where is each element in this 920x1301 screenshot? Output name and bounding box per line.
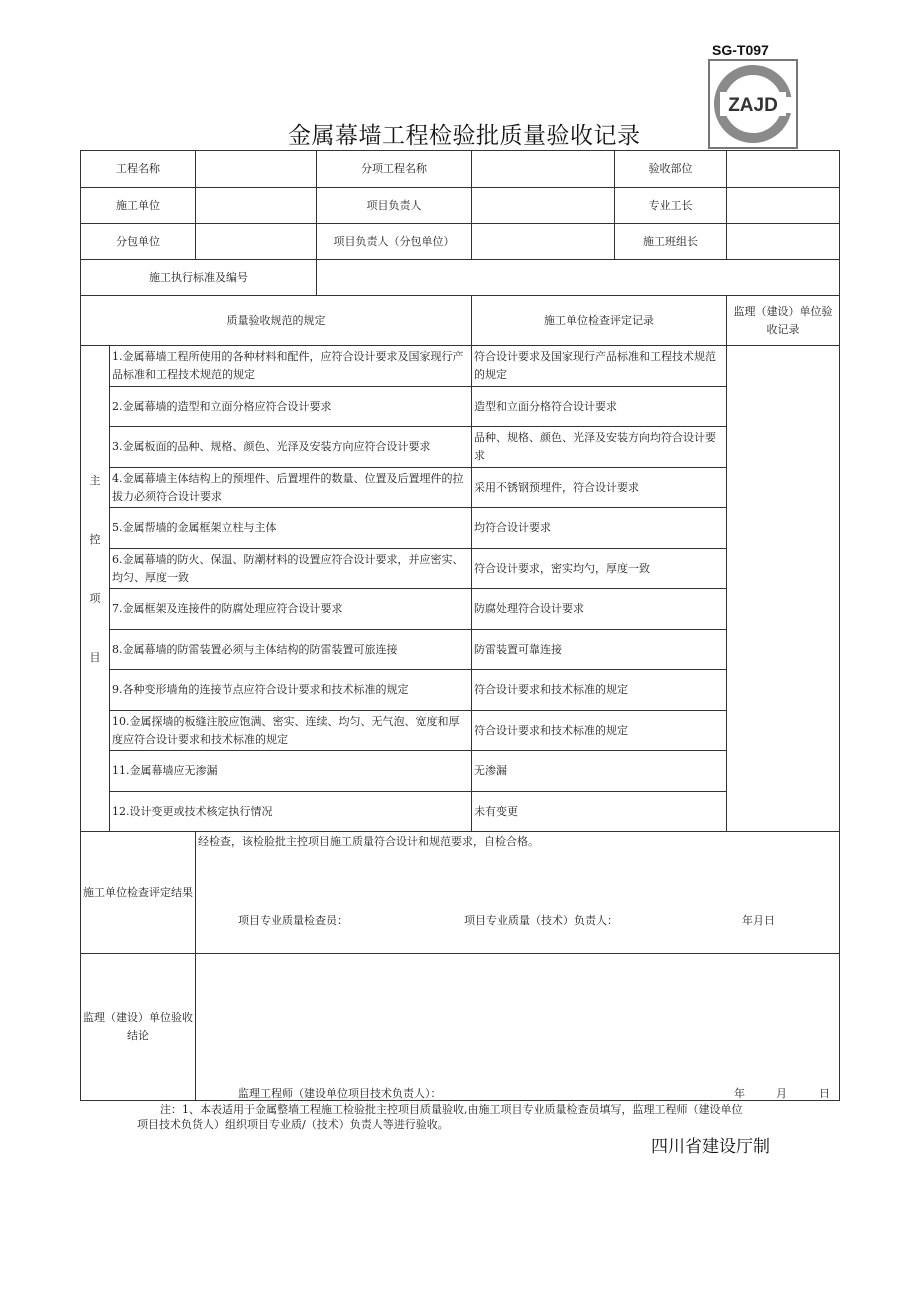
item-spec: 4.金属幕墙主体结构上的预埋件、后置埋件的数量、位置及后置埋件的拉拔力必须符合设计要求 xyxy=(110,468,472,508)
item-spec: 7.金属框架及连接件的防腐处理应符合设计要求 xyxy=(110,589,472,630)
main-char-4: 目 xyxy=(89,650,101,664)
info-row-construction xyxy=(81,188,840,224)
sub-manager-value[interactable] xyxy=(472,224,615,260)
footer-note-line1: 注：1、本表适用于金属整墙工程施工检验批主控项目质量验收,由施工项目专业质量检查员填写，监理工程师（建设单位 xyxy=(160,1103,743,1116)
item-record[interactable]: 无渗漏 xyxy=(472,751,727,792)
supervision-year-label: 年 xyxy=(734,1087,745,1100)
item-row xyxy=(81,711,840,751)
supervision-month-label: 月 xyxy=(776,1087,787,1100)
item-row xyxy=(81,751,840,792)
item-spec: 1.金属幕墙工程所使用的各种材料和配件，应符合设计要求及国家现行产品标准和工程技术规范的规定 xyxy=(110,346,472,387)
footer-note-line2: 项目技术负货人）组织项目专业质/（技术）负责人等进行验收。 xyxy=(137,1118,449,1131)
item-row xyxy=(81,508,840,549)
supervision-column-header: 监理（建设）单位验收记录 xyxy=(727,296,840,346)
item-record[interactable]: 符合设计要求，密实均勺，厚度一致 xyxy=(472,549,727,589)
tech-manager-label: 项目专业质量（技术）负责人： xyxy=(464,914,618,927)
construction-unit-label: 施工单位 xyxy=(81,188,196,224)
item-record[interactable]: 防腐处理符合设计要求 xyxy=(472,589,727,630)
record-column-header: 施工单位检查评定记录 xyxy=(472,296,727,346)
construction-result-cell[interactable] xyxy=(196,832,840,954)
standard-label: 施工执行标准及编号 xyxy=(81,260,317,296)
construction-result-row xyxy=(81,832,840,954)
page-title: 金属幕墙工程检验批质量验收记录 xyxy=(288,123,641,149)
item-record[interactable]: 未有变更 xyxy=(472,792,727,832)
main-items-label xyxy=(81,346,110,832)
acceptance-form-table xyxy=(80,150,840,1101)
info-row-project xyxy=(81,151,840,188)
item-spec: 5.金属帮墙的金属框架立柱与主体 xyxy=(110,508,472,549)
info-row-standard xyxy=(81,260,840,296)
construction-date-label: 年月日 xyxy=(742,914,775,927)
supervision-record-cell[interactable] xyxy=(727,346,840,832)
team-leader-value[interactable] xyxy=(727,224,840,260)
sub-project-value[interactable] xyxy=(472,151,615,188)
item-spec: 8.金属幕墙的防雷装置必须与主体结构的防雷装置可旅连接 xyxy=(110,630,472,670)
item-spec: 3.金属板面的品种、规格、颜色、光泽及安装方向应符合设计要求 xyxy=(110,427,472,468)
main-char-1: 主 xyxy=(89,473,101,487)
project-manager-value[interactable] xyxy=(472,188,615,224)
quality-inspector-label: 项目专业质量检查员： xyxy=(238,914,348,927)
construction-result-label: 施工单位检查评定结果 xyxy=(81,832,196,954)
column-header-row xyxy=(81,296,840,346)
item-row xyxy=(81,427,840,468)
item-row xyxy=(81,387,840,427)
item-record[interactable]: 品种、规格、颜色、光泽及安装方向均符合设计要求 xyxy=(472,427,727,468)
item-spec: 11.金属幕墙应无渗漏 xyxy=(110,751,472,792)
info-row-subcontract xyxy=(81,224,840,260)
construction-result-text: 经检查，该检脸批主控项目施工质量符合设计和规范要求，自检合格。 xyxy=(198,835,539,848)
project-manager-label: 项目负责人 xyxy=(317,188,472,224)
sub-manager-label: 项目负责人（分包单位） xyxy=(317,224,472,260)
item-record[interactable]: 造型和立面分格符合设计要求 xyxy=(472,387,727,427)
item-row xyxy=(81,468,840,508)
logo-text: ZAJD xyxy=(728,95,778,116)
supervision-result-row xyxy=(81,954,840,1101)
item-row xyxy=(81,670,840,711)
item-record[interactable]: 均符合设计要求 xyxy=(472,508,727,549)
supervision-day-label: 日 xyxy=(819,1087,830,1100)
accept-dept-label: 验收部位 xyxy=(615,151,727,188)
supervision-result-label: 监理（建设）单位验收结论 xyxy=(81,954,196,1101)
form-code: SG-T097 xyxy=(712,42,769,58)
item-spec: 6.金属幕墙的防火、保温、防潮材料的设置应符合设计要求，并应密实、均匀、厚度一致 xyxy=(110,549,472,589)
item-row xyxy=(81,346,840,387)
item-record[interactable]: 采用不锈钢预埋件，符合设计要求 xyxy=(472,468,727,508)
item-spec: 12.设计变更或技术核定执行情况 xyxy=(110,792,472,832)
item-spec: 10.金属探墙的板缝注胶应饱满、密实、连续、均匀、无气泡、宽度和厚度应符合设计要求和技术标准的规定 xyxy=(110,711,472,751)
item-row xyxy=(81,630,840,670)
main-char-2: 控 xyxy=(89,532,101,546)
main-char-3: 项 xyxy=(89,591,101,605)
accept-dept-value[interactable] xyxy=(727,151,840,188)
item-row xyxy=(81,549,840,589)
foreman-label: 专业工长 xyxy=(615,188,727,224)
item-record[interactable]: 防雷装置可靠连接 xyxy=(472,630,727,670)
subcontract-unit-label: 分包单位 xyxy=(81,224,196,260)
item-spec: 2.金属幕墙的造型和立面分格应符合设计要求 xyxy=(110,387,472,427)
spec-column-header: 质量验收规范的规定 xyxy=(81,296,472,346)
item-record[interactable]: 符合设计要求和技术标准的规定 xyxy=(472,670,727,711)
item-row xyxy=(81,792,840,832)
issuer-label: 四川省建设厅制 xyxy=(651,1137,770,1157)
item-record[interactable]: 符合设计要求及国家现行产品标准和工程技术规范的规定 xyxy=(472,346,727,387)
project-name-value[interactable] xyxy=(196,151,317,188)
project-name-label: 工程名称 xyxy=(81,151,196,188)
subcontract-unit-value[interactable] xyxy=(196,224,317,260)
standard-value[interactable] xyxy=(317,260,840,296)
team-leader-label: 施工班组长 xyxy=(615,224,727,260)
foreman-value[interactable] xyxy=(727,188,840,224)
zajd-logo xyxy=(708,59,798,149)
item-record[interactable]: 符合设计要求和技术标准的规定 xyxy=(472,711,727,751)
item-spec: 9.各种变形墙角的连接节点应符合设计要求和技术标准的规定 xyxy=(110,670,472,711)
sub-project-label: 分项工程名称 xyxy=(317,151,472,188)
item-row xyxy=(81,589,840,630)
supervision-result-cell[interactable] xyxy=(196,954,840,1101)
supervision-engineer-label: 监理工程师（建设单位项目技术负责人）： xyxy=(238,1087,442,1100)
construction-unit-value[interactable] xyxy=(196,188,317,224)
